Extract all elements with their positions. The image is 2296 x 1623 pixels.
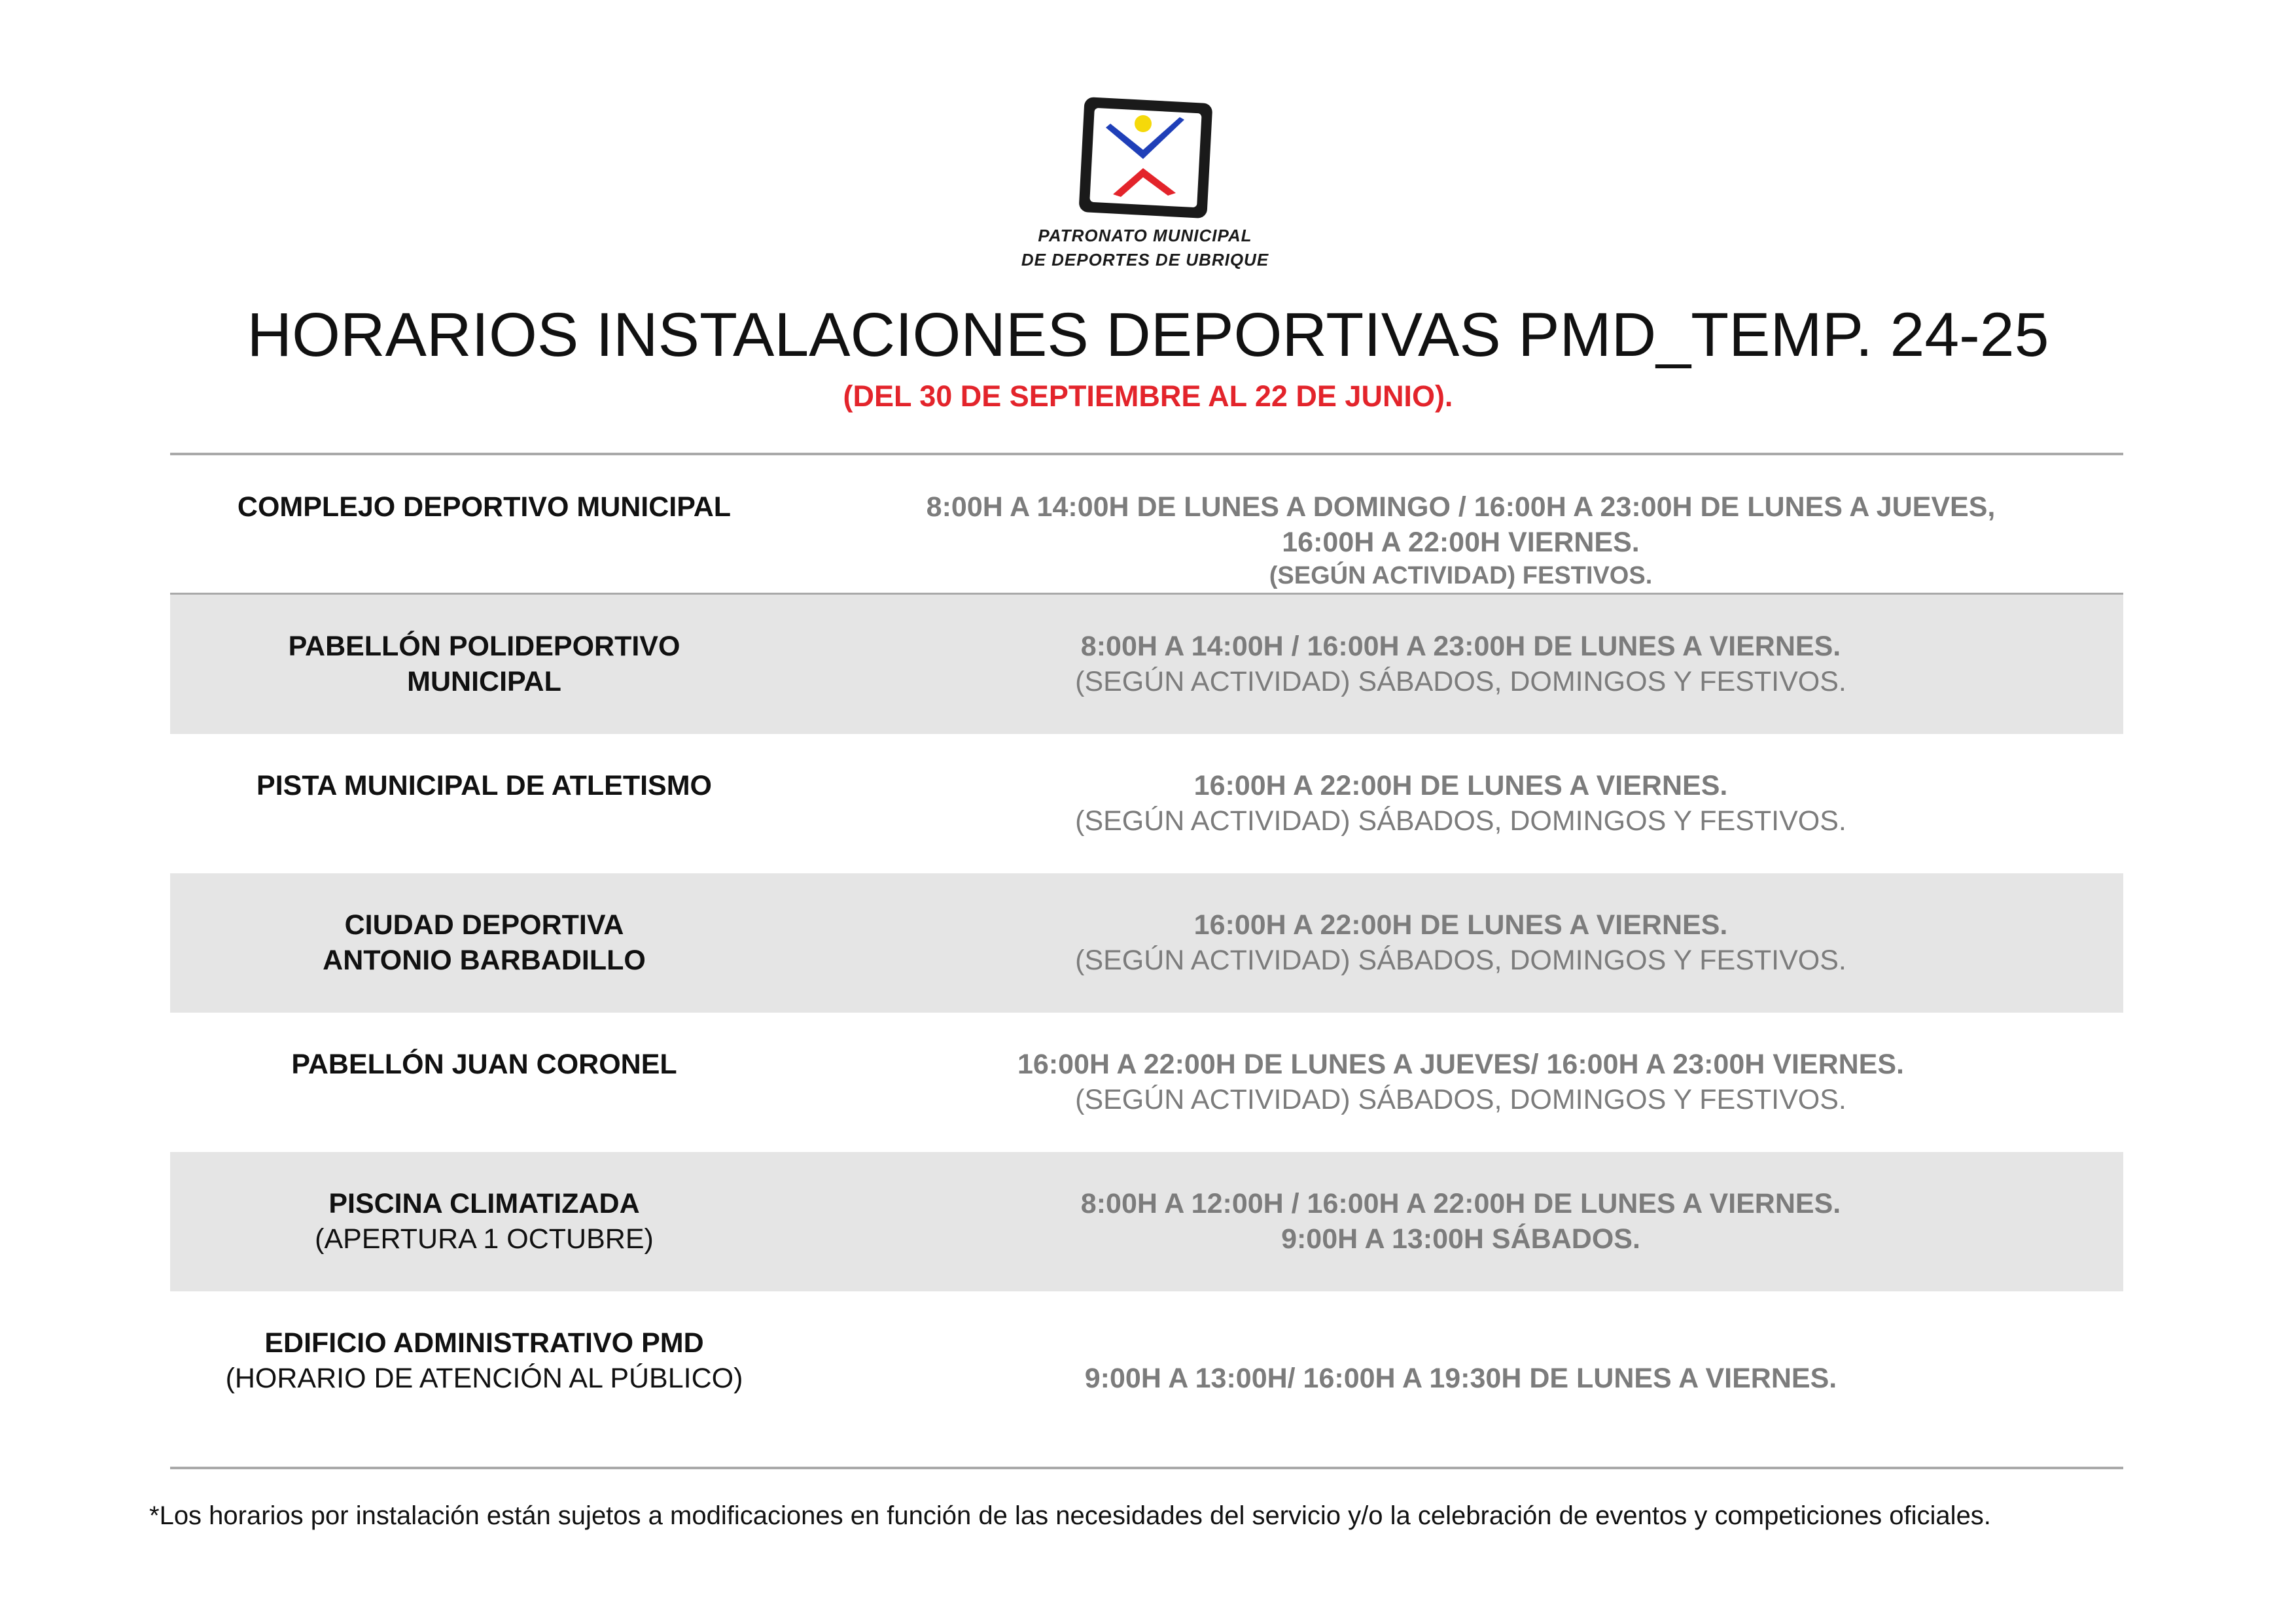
facility-name-text: COMPLEJO DEPORTIVO MUNICIPAL: [237, 491, 732, 523]
hours-line: 16:00H A 22:00H VIERNES.: [1282, 527, 1640, 558]
facility-name: [170, 1325, 798, 1396]
facility-name-text: PABELLÓN JUAN CORONEL: [291, 1049, 677, 1080]
hours-line: 9:00H A 13:00H SÁBADOS.: [1281, 1223, 1640, 1255]
table-row: [170, 734, 2123, 873]
table-row: [170, 1013, 2123, 1152]
facility-name: [170, 629, 798, 699]
facility-name: [170, 489, 798, 525]
table-row: [170, 1152, 2123, 1291]
facility-name: [170, 1186, 798, 1257]
facility-name-text: PISCINA CLIMATIZADA: [328, 1188, 640, 1219]
hours-line: 16:00H A 22:00H DE LUNES A VIERNES.: [1193, 909, 1728, 941]
hours-extra: (SEGÚN ACTIVIDAD) SÁBADOS, DOMINGOS Y FESTIVOS.: [1075, 1084, 1846, 1115]
hours-extra: (SEGÚN ACTIVIDAD) SÁBADOS, DOMINGOS Y FESTIVOS.: [1075, 945, 1846, 976]
facility-note: (APERTURA 1 OCTUBRE): [315, 1223, 654, 1255]
hours-line: 16:00H A 22:00H DE LUNES A VIERNES.: [1193, 770, 1728, 801]
hours-line: 8:00H A 14:00H DE LUNES A DOMINGO / 16:00H A 23:00H DE LUNES A JUEVES,: [926, 491, 1996, 523]
pmd-logo-icon: [1070, 95, 1220, 219]
facility-note: (HORARIO DE ATENCIÓN AL PÚBLICO): [225, 1363, 743, 1394]
hours-extra: (SEGÚN ACTIVIDAD) SÁBADOS, DOMINGOS Y FESTIVOS.: [1075, 666, 1846, 697]
facility-name-text: MUNICIPAL: [407, 666, 561, 697]
org-name-line-1: PATRONATO MUNICIPAL: [1038, 226, 1252, 245]
facility-hours: [798, 489, 2123, 591]
facility-hours: [798, 907, 2123, 978]
facility-hours: [798, 768, 2123, 839]
footnote: *Los horarios por instalación están sujetos a modificaciones en función de las necesidades del servicio y/o la celebración de eventos y competiciones oficiales.: [149, 1501, 1991, 1530]
page-title: HORARIOS INSTALACIONES DEPORTIVAS PMD_TEMP. 24-25: [247, 300, 2049, 370]
schedule-table: [170, 455, 2123, 1509]
facility-name: [170, 907, 798, 978]
date-range-subtitle: (DEL 30 DE SEPTIEMBRE AL 22 DE JUNIO).: [843, 379, 1453, 413]
facility-name: [170, 768, 798, 803]
pmd-logo: [1070, 95, 1220, 219]
table-row: [170, 595, 2123, 734]
hours-line: 16:00H A 22:00H DE LUNES A JUEVES/ 16:00H A 23:00H VIERNES.: [1017, 1049, 1904, 1080]
org-name-line-2: DE DEPORTES DE UBRIQUE: [1021, 250, 1269, 270]
facility-hours: [798, 1361, 2123, 1396]
table-row: [170, 873, 2123, 1013]
hours-line: 8:00H A 12:00H / 16:00H A 22:00H DE LUNES A VIERNES.: [1080, 1188, 1841, 1219]
hours-line: 8:00H A 14:00H / 16:00H A 23:00H DE LUNES A VIERNES.: [1080, 631, 1841, 662]
facility-name-text: ANTONIO BARBADILLO: [323, 945, 646, 976]
table-row: [170, 1291, 2123, 1509]
facility-name-text: PISTA MUNICIPAL DE ATLETISMO: [256, 770, 712, 801]
hours-extra: (SEGÚN ACTIVIDAD) FESTIVOS.: [1269, 562, 1653, 589]
facility-hours: [798, 1186, 2123, 1257]
facility-name: [170, 1047, 798, 1082]
facility-name-text: PABELLÓN POLIDEPORTIVO: [288, 631, 680, 662]
facility-name-text: EDIFICIO ADMINISTRATIVO PMD: [264, 1327, 704, 1359]
bottom-divider: [170, 1467, 2123, 1469]
facility-name-text: CIUDAD DEPORTIVA: [344, 909, 624, 941]
hours-extra: (SEGÚN ACTIVIDAD) SÁBADOS, DOMINGOS Y FESTIVOS.: [1075, 805, 1846, 837]
table-row: [170, 455, 2123, 595]
facility-hours: [798, 629, 2123, 699]
facility-hours: [798, 1047, 2123, 1117]
hours-line: 9:00H A 13:00H/ 16:00H A 19:30H DE LUNES A VIERNES.: [1084, 1363, 1837, 1394]
